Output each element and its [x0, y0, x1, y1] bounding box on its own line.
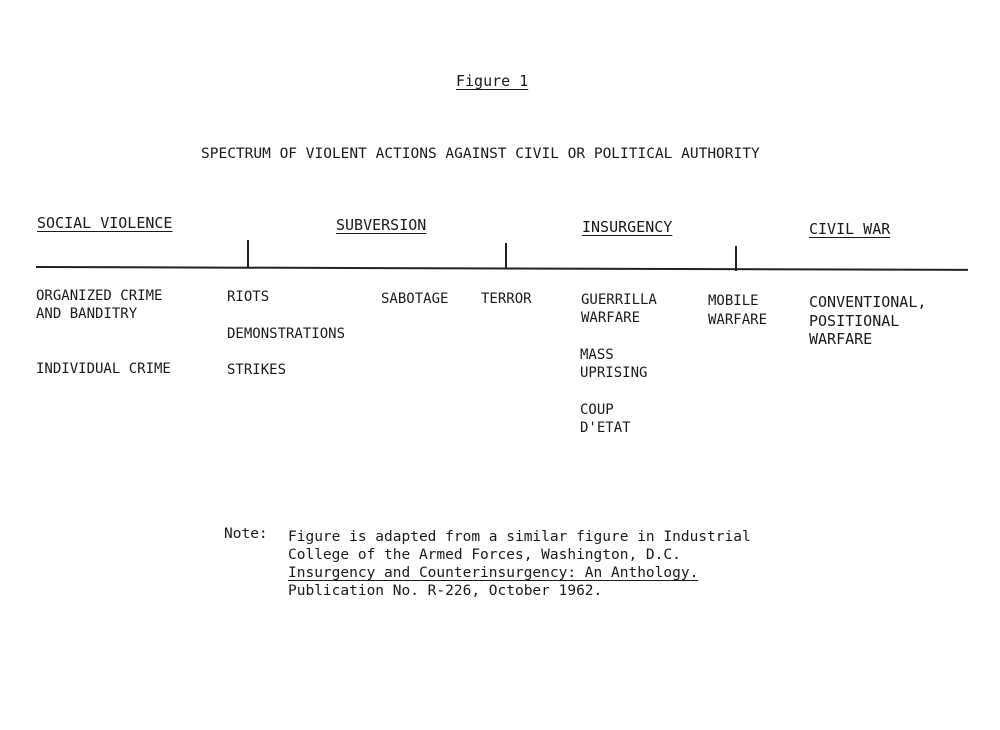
item-organized-crime-line2: AND BANDITRY — [36, 306, 138, 322]
note-line-2: College of the Armed Forces, Washington, D.C. — [288, 547, 681, 563]
division-tick-insurgency-civilwar — [735, 246, 737, 271]
item-coup-detat-line2: D'ETAT — [580, 420, 631, 436]
category-insurgency: INSURGENCY — [582, 218, 673, 236]
note-label: Note: — [224, 526, 268, 542]
item-coup-detat-line1: COUP — [580, 402, 614, 418]
item-mobile-warfare-line2: WARFARE — [708, 312, 768, 328]
item-mobile-warfare-line1: MOBILE — [708, 293, 759, 309]
division-tick-social-subversion — [247, 240, 249, 267]
note-line-1: Figure is adapted from a similar figure in Industrial — [288, 529, 751, 545]
item-riots: RIOTS — [227, 289, 270, 305]
category-subversion: SUBVERSION — [336, 216, 427, 234]
item-mass-uprising-line1: MASS — [580, 347, 614, 363]
item-terror: TERROR — [481, 291, 532, 307]
item-conventional-line3: WARFARE — [809, 330, 873, 348]
item-mass-uprising-line2: UPRISING — [580, 365, 648, 381]
item-sabotage: SABOTAGE — [381, 291, 449, 307]
item-individual-crime: INDIVIDUAL CRIME — [36, 361, 171, 377]
item-strikes: STRIKES — [227, 362, 287, 378]
item-conventional-line1: CONVENTIONAL, — [809, 293, 927, 311]
figure-title: SPECTRUM OF VIOLENT ACTIONS AGAINST CIVIL OR POLITICAL AUTHORITY — [201, 146, 760, 162]
category-civil-war: CIVIL WAR — [809, 220, 891, 238]
item-organized-crime-line1: ORGANIZED CRIME — [36, 288, 163, 304]
division-tick-subversion-insurgency — [505, 243, 507, 269]
item-guerrilla-warfare-line1: GUERRILLA — [581, 292, 657, 308]
item-guerrilla-warfare-line2: WARFARE — [581, 310, 641, 326]
category-social-violence: SOCIAL VIOLENCE — [37, 214, 173, 232]
item-conventional-line2: POSITIONAL — [809, 312, 900, 330]
figure-label: Figure 1 — [456, 72, 529, 90]
item-demonstrations: DEMONSTRATIONS — [227, 326, 346, 342]
note-line-3-citation-title: Insurgency and Counterinsurgency: An Anthology. — [288, 565, 699, 581]
note-line-4: Publication No. R-226, October 1962. — [288, 583, 603, 599]
spectrum-axis-line — [36, 266, 968, 271]
